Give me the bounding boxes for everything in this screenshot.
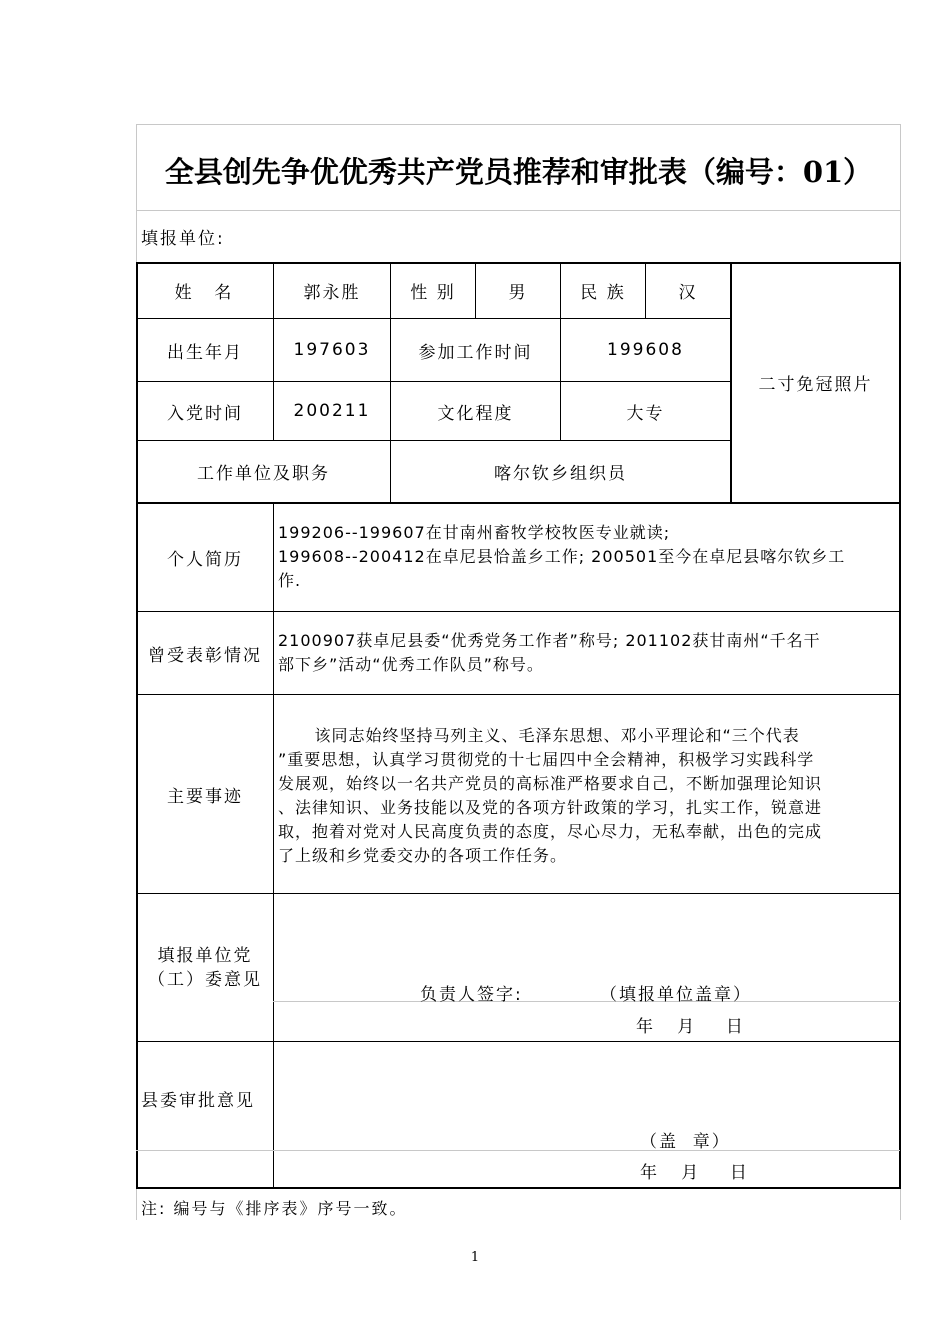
unit-opinion-label-line1: 填报单位党 bbox=[157, 945, 253, 966]
name-value: 郭永胜 bbox=[303, 283, 361, 303]
education-label: 文化程度 bbox=[437, 403, 514, 424]
signature-label: 负责人签字: bbox=[420, 985, 523, 1005]
county-opinion-date: 年 月 日 bbox=[640, 1163, 749, 1183]
unit-opinion-date: 年 月 日 bbox=[636, 1017, 745, 1037]
form-title: 全县创先争优优秀共产党员推荐和审批表（编号：01） bbox=[164, 154, 873, 189]
workplace-value: 喀尔钦乡组织员 bbox=[494, 464, 627, 484]
ethnicity-value: 汉 bbox=[678, 283, 698, 303]
county-opinion-label: 县委审批意见 bbox=[141, 1091, 255, 1111]
education-value: 大专 bbox=[626, 403, 665, 424]
ethnicity-label: 民 族 bbox=[580, 283, 626, 303]
photo-placeholder: 二寸免冠照片 bbox=[758, 375, 873, 395]
gender-value: 男 bbox=[508, 283, 528, 303]
resume-text: 199206--199607在甘南州畜牧学校牧医专业就读; 199608--200412在卓尼县恰盖乡工作; 200501至今在卓尼县喀尔钦乡工 作. bbox=[278, 523, 846, 590]
footnote: 注: 编号与《排序表》序号一致。 bbox=[141, 1199, 408, 1218]
county-seal-label: （盖 章） bbox=[640, 1132, 731, 1152]
gender-label: 性 别 bbox=[410, 283, 456, 303]
honors-text: 2100907获卓尼县委“优秀党务工作者”称号; 201102获甘南州“千名干 部下乡”活动“优秀工作队员”称号。 bbox=[278, 631, 821, 674]
reporting-unit-label: 填报单位: bbox=[141, 229, 225, 249]
honors-label: 曾受表彰情况 bbox=[148, 645, 262, 666]
party-join-label: 入党时间 bbox=[167, 403, 243, 424]
name-label: 姓 名 bbox=[174, 283, 236, 303]
workplace-label: 工作单位及职务 bbox=[197, 464, 330, 484]
deeds-text: 该同志始终坚持马列主义、毛泽东思想、邓小平理论和“三个代表 ”重要思想，认真学习贯彻党的十七届四中全会精神，积极学习实践科学 发展观，始终以一名共产党员的高标准严格要求自己，不断加强理论知识 、法律知识、业务技能以及党的各项方针政策的学习，扎实工作，锐意进 取，抱着对党对人民高度负责的态度，尽心尽力，无私奉献，出色的完成 了上级和乡党委交办的各项工作任务。 bbox=[278, 726, 823, 865]
birth-date-value: 197603 bbox=[293, 340, 371, 360]
unit-opinion-label-line2: （工）委意见 bbox=[148, 969, 262, 990]
page-number: 1 bbox=[470, 1250, 480, 1265]
unit-opinion-label bbox=[137, 894, 273, 1041]
party-join-value: 200211 bbox=[293, 401, 371, 421]
birth-date-label: 出生年月 bbox=[167, 342, 243, 363]
unit-seal-label: （填报单位盖章） bbox=[600, 985, 752, 1005]
deeds-label: 主要事迹 bbox=[167, 786, 243, 807]
resume-label: 个人简历 bbox=[167, 549, 243, 570]
work-start-label: 参加工作时间 bbox=[418, 342, 533, 363]
work-start-value: 199608 bbox=[607, 340, 684, 360]
